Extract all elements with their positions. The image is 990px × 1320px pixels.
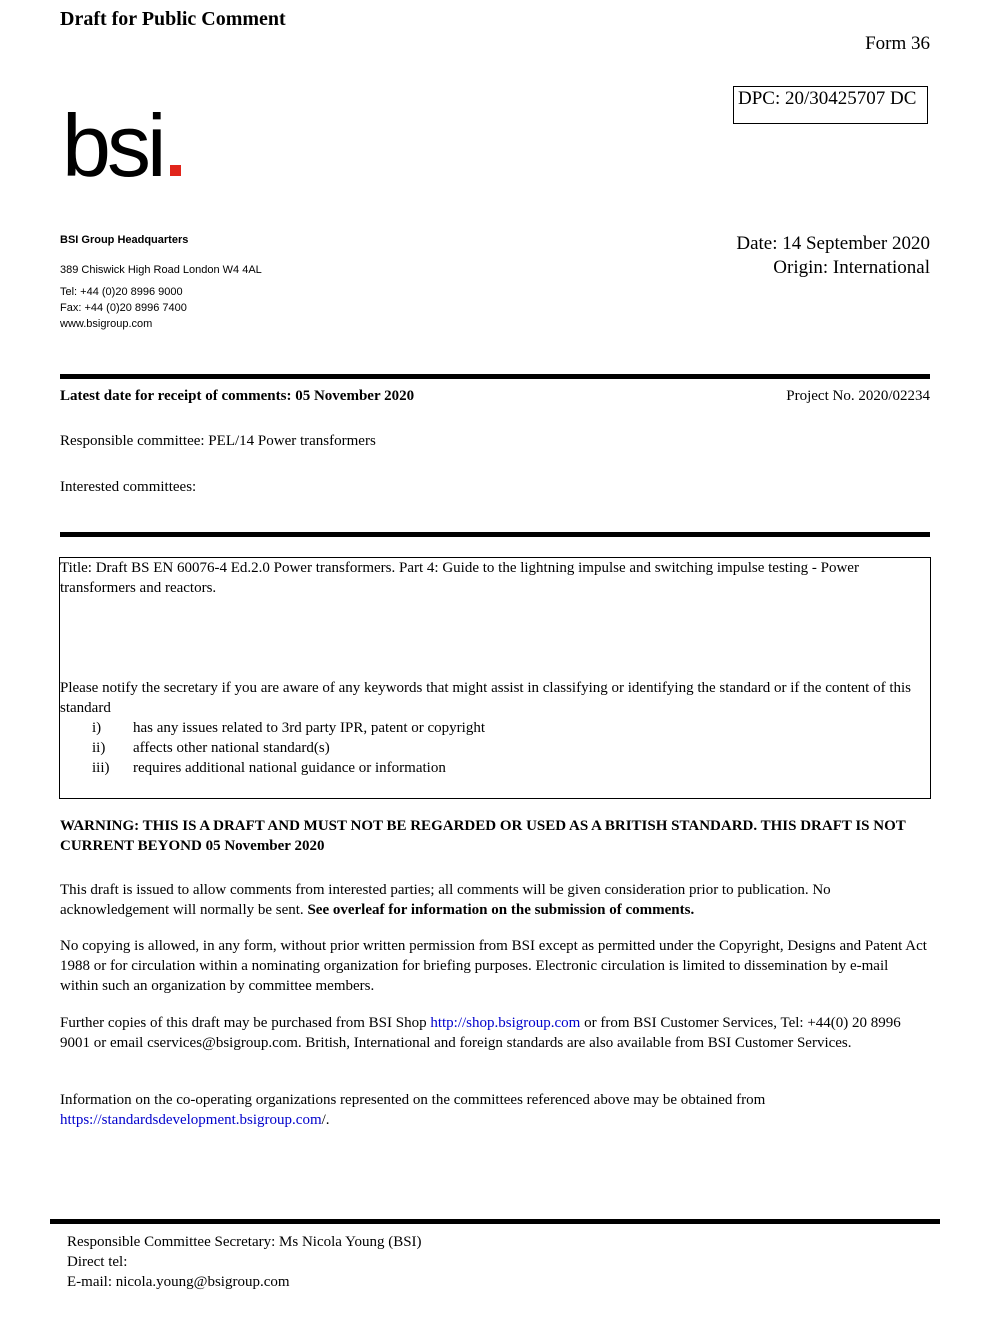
hq-address: 389 Chiswick High Road London W4 4AL bbox=[60, 264, 262, 276]
origin-line: Origin: International bbox=[773, 257, 930, 278]
paragraph-copying: No copying is allowed, in any form, without prior written permission from BSI except as permitted under the Copyright, Designs and Patent Act 1988 or for circulation within a nominating organization for briefing purposes. Electronic circulation is limited to dissemination by e-mail within such an organization by committee members. bbox=[60, 938, 927, 994]
hq-web: www.bsigroup.com bbox=[60, 318, 153, 330]
latest-comment-date: Latest date for receipt of comments: 05 November 2020 bbox=[60, 388, 415, 404]
paragraph-text: Further copies of this draft may be purchased from BSI Shop bbox=[60, 1015, 431, 1031]
paragraph-text: This draft is issued to allow comments from interested parties; all comments will be given consideration prior to publication. No acknowledgement will normally be sent. bbox=[60, 882, 831, 918]
paragraph-organizations bbox=[60, 1090, 930, 1130]
svg-text:bsi: bsi bbox=[62, 96, 163, 186]
paragraph-text: /. bbox=[321, 1112, 330, 1128]
committee-secretary: Responsible Committee Secretary: Ms Nicola Young (BSI) bbox=[67, 1234, 422, 1250]
overleaf-note: See overleaf for information on the submission of comments. bbox=[307, 902, 695, 918]
bsi-logo-graphic bbox=[62, 96, 202, 186]
notify-item-text: affects other national standard(s) bbox=[133, 740, 330, 756]
paragraph-copies bbox=[60, 1013, 930, 1053]
project-number: Project No. 2020/02234 bbox=[786, 388, 930, 404]
notify-item-number: ii) bbox=[92, 740, 106, 756]
form-number: Form 36 bbox=[865, 33, 930, 54]
responsible-committee: Responsible committee: PEL/14 Power transformers bbox=[60, 433, 376, 449]
interested-committees: Interested committees: bbox=[60, 479, 197, 495]
notify-intro: Please notify the secretary if you are aware of any keywords that might assist in classifying or identifying the standard or if the content of this standard bbox=[60, 680, 912, 716]
bsi-shop-link[interactable]: http://shop.bsigroup.com bbox=[430, 1015, 581, 1031]
logo-red-dot bbox=[170, 165, 181, 176]
notify-item-text: requires additional national guidance or information bbox=[133, 760, 446, 776]
secretary-email: E-mail: nicola.young@bsigroup.com bbox=[67, 1274, 290, 1290]
hq-fax: Fax: +44 (0)20 8996 7400 bbox=[60, 302, 187, 314]
notify-item-text: has any issues related to 3rd party IPR, patent or copyright bbox=[133, 720, 486, 736]
paragraph-text: or from BSI Customer Services, Tel: +44(0) 20 8996 9001 or email cservices@bsigroup.com. British, International and foreign standards are also available from BSI Customer Services. bbox=[60, 1015, 901, 1051]
hq-name: BSI Group Headquarters bbox=[60, 234, 189, 246]
divider-bottom bbox=[50, 1219, 940, 1224]
bsi-logo bbox=[62, 96, 202, 186]
dpc-reference-box: DPC: 20/30425707 DC bbox=[733, 86, 928, 124]
draft-label: Draft for Public Comment bbox=[60, 8, 286, 30]
paragraph-text: Information on the co-operating organizations represented on the committees referenced above may be obtained from bbox=[60, 1092, 766, 1108]
direct-tel: Direct tel: bbox=[67, 1254, 128, 1270]
notify-item-number: i) bbox=[92, 720, 102, 736]
title-box bbox=[59, 557, 931, 799]
divider-top bbox=[60, 374, 930, 379]
paragraph-comments bbox=[60, 880, 930, 920]
hq-tel: Tel: +44 (0)20 8996 9000 bbox=[60, 286, 183, 298]
date-line: Date: 14 September 2020 bbox=[736, 233, 930, 254]
draft-warning: WARNING: THIS IS A DRAFT AND MUST NOT BE REGARDED OR USED AS A BRITISH STANDARD. THIS DRAFT IS NOT CURRENT BEYOND 05 November 2020 bbox=[60, 818, 906, 854]
standards-development-link[interactable]: https://standardsdevelopment.bsigroup.com bbox=[60, 1112, 322, 1128]
notify-item-number: iii) bbox=[92, 760, 110, 776]
draft-title: Title: Draft BS EN 60076-4 Ed.2.0 Power transformers. Part 4: Guide to the lightning impulse and switching impulse testing - Power transformers and reactors. bbox=[60, 560, 859, 596]
divider-middle bbox=[60, 532, 930, 537]
